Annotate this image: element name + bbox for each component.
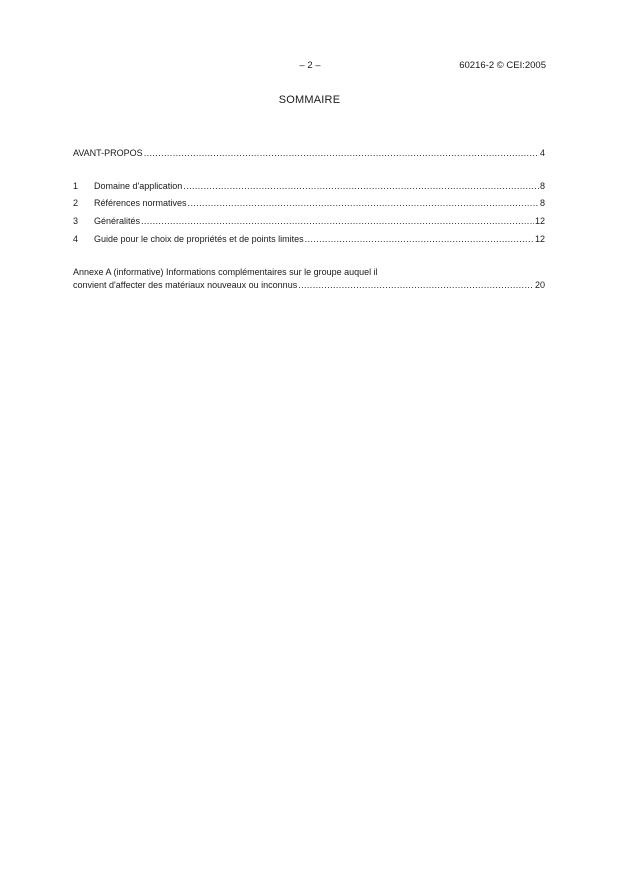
- toc-entry-page: 4: [539, 148, 545, 158]
- toc-entry-label: Généralités: [94, 216, 141, 226]
- toc-entry-label: Guide pour le choix de propriétés et de points limites: [94, 234, 304, 244]
- toc-entry-label: Références normatives: [94, 198, 187, 208]
- toc-entry-label: convient d'affecter des matériaux nouveaux ou inconnus: [73, 280, 298, 290]
- toc-entry-page: 8: [539, 181, 545, 191]
- toc-entry-3[interactable]: [73, 215, 545, 227]
- toc-entry-number: 2: [73, 198, 79, 208]
- toc-entry-page: 12: [534, 234, 545, 244]
- toc-dot-leader: [141, 215, 534, 227]
- toc-entry-2[interactable]: [73, 197, 545, 209]
- toc-dot-leader: [144, 147, 539, 159]
- toc-dot-leader: [188, 197, 539, 209]
- toc-annex-a[interactable]: [73, 279, 545, 291]
- toc-entry-number: 3: [73, 216, 79, 226]
- toc-entry-foreword[interactable]: [73, 147, 545, 159]
- toc-entry-page: 8: [539, 198, 545, 208]
- toc-entry-label: Domaine d'application: [94, 181, 183, 191]
- toc-entry-label: AVANT-PROPOS: [73, 148, 143, 158]
- toc-entry-1[interactable]: [73, 180, 545, 192]
- toc-entry-page: 12: [534, 216, 545, 226]
- page-number: – 2 –: [299, 60, 321, 71]
- toc-title: SOMMAIRE: [278, 94, 341, 106]
- toc-annex-a-line1[interactable]: Annexe A (informative) Informations complémentaires sur le groupe auquel il: [73, 267, 378, 277]
- toc-entry-page: 20: [534, 280, 545, 290]
- toc-entry-number: 1: [73, 181, 79, 191]
- toc-entry-number: 4: [73, 234, 79, 244]
- toc-dot-leader: [298, 279, 534, 291]
- toc-dot-leader: [183, 180, 539, 192]
- toc-dot-leader: [305, 233, 534, 245]
- document-reference: 60216-2 © CEI:2005: [459, 60, 546, 71]
- toc-entry-4[interactable]: [73, 233, 545, 245]
